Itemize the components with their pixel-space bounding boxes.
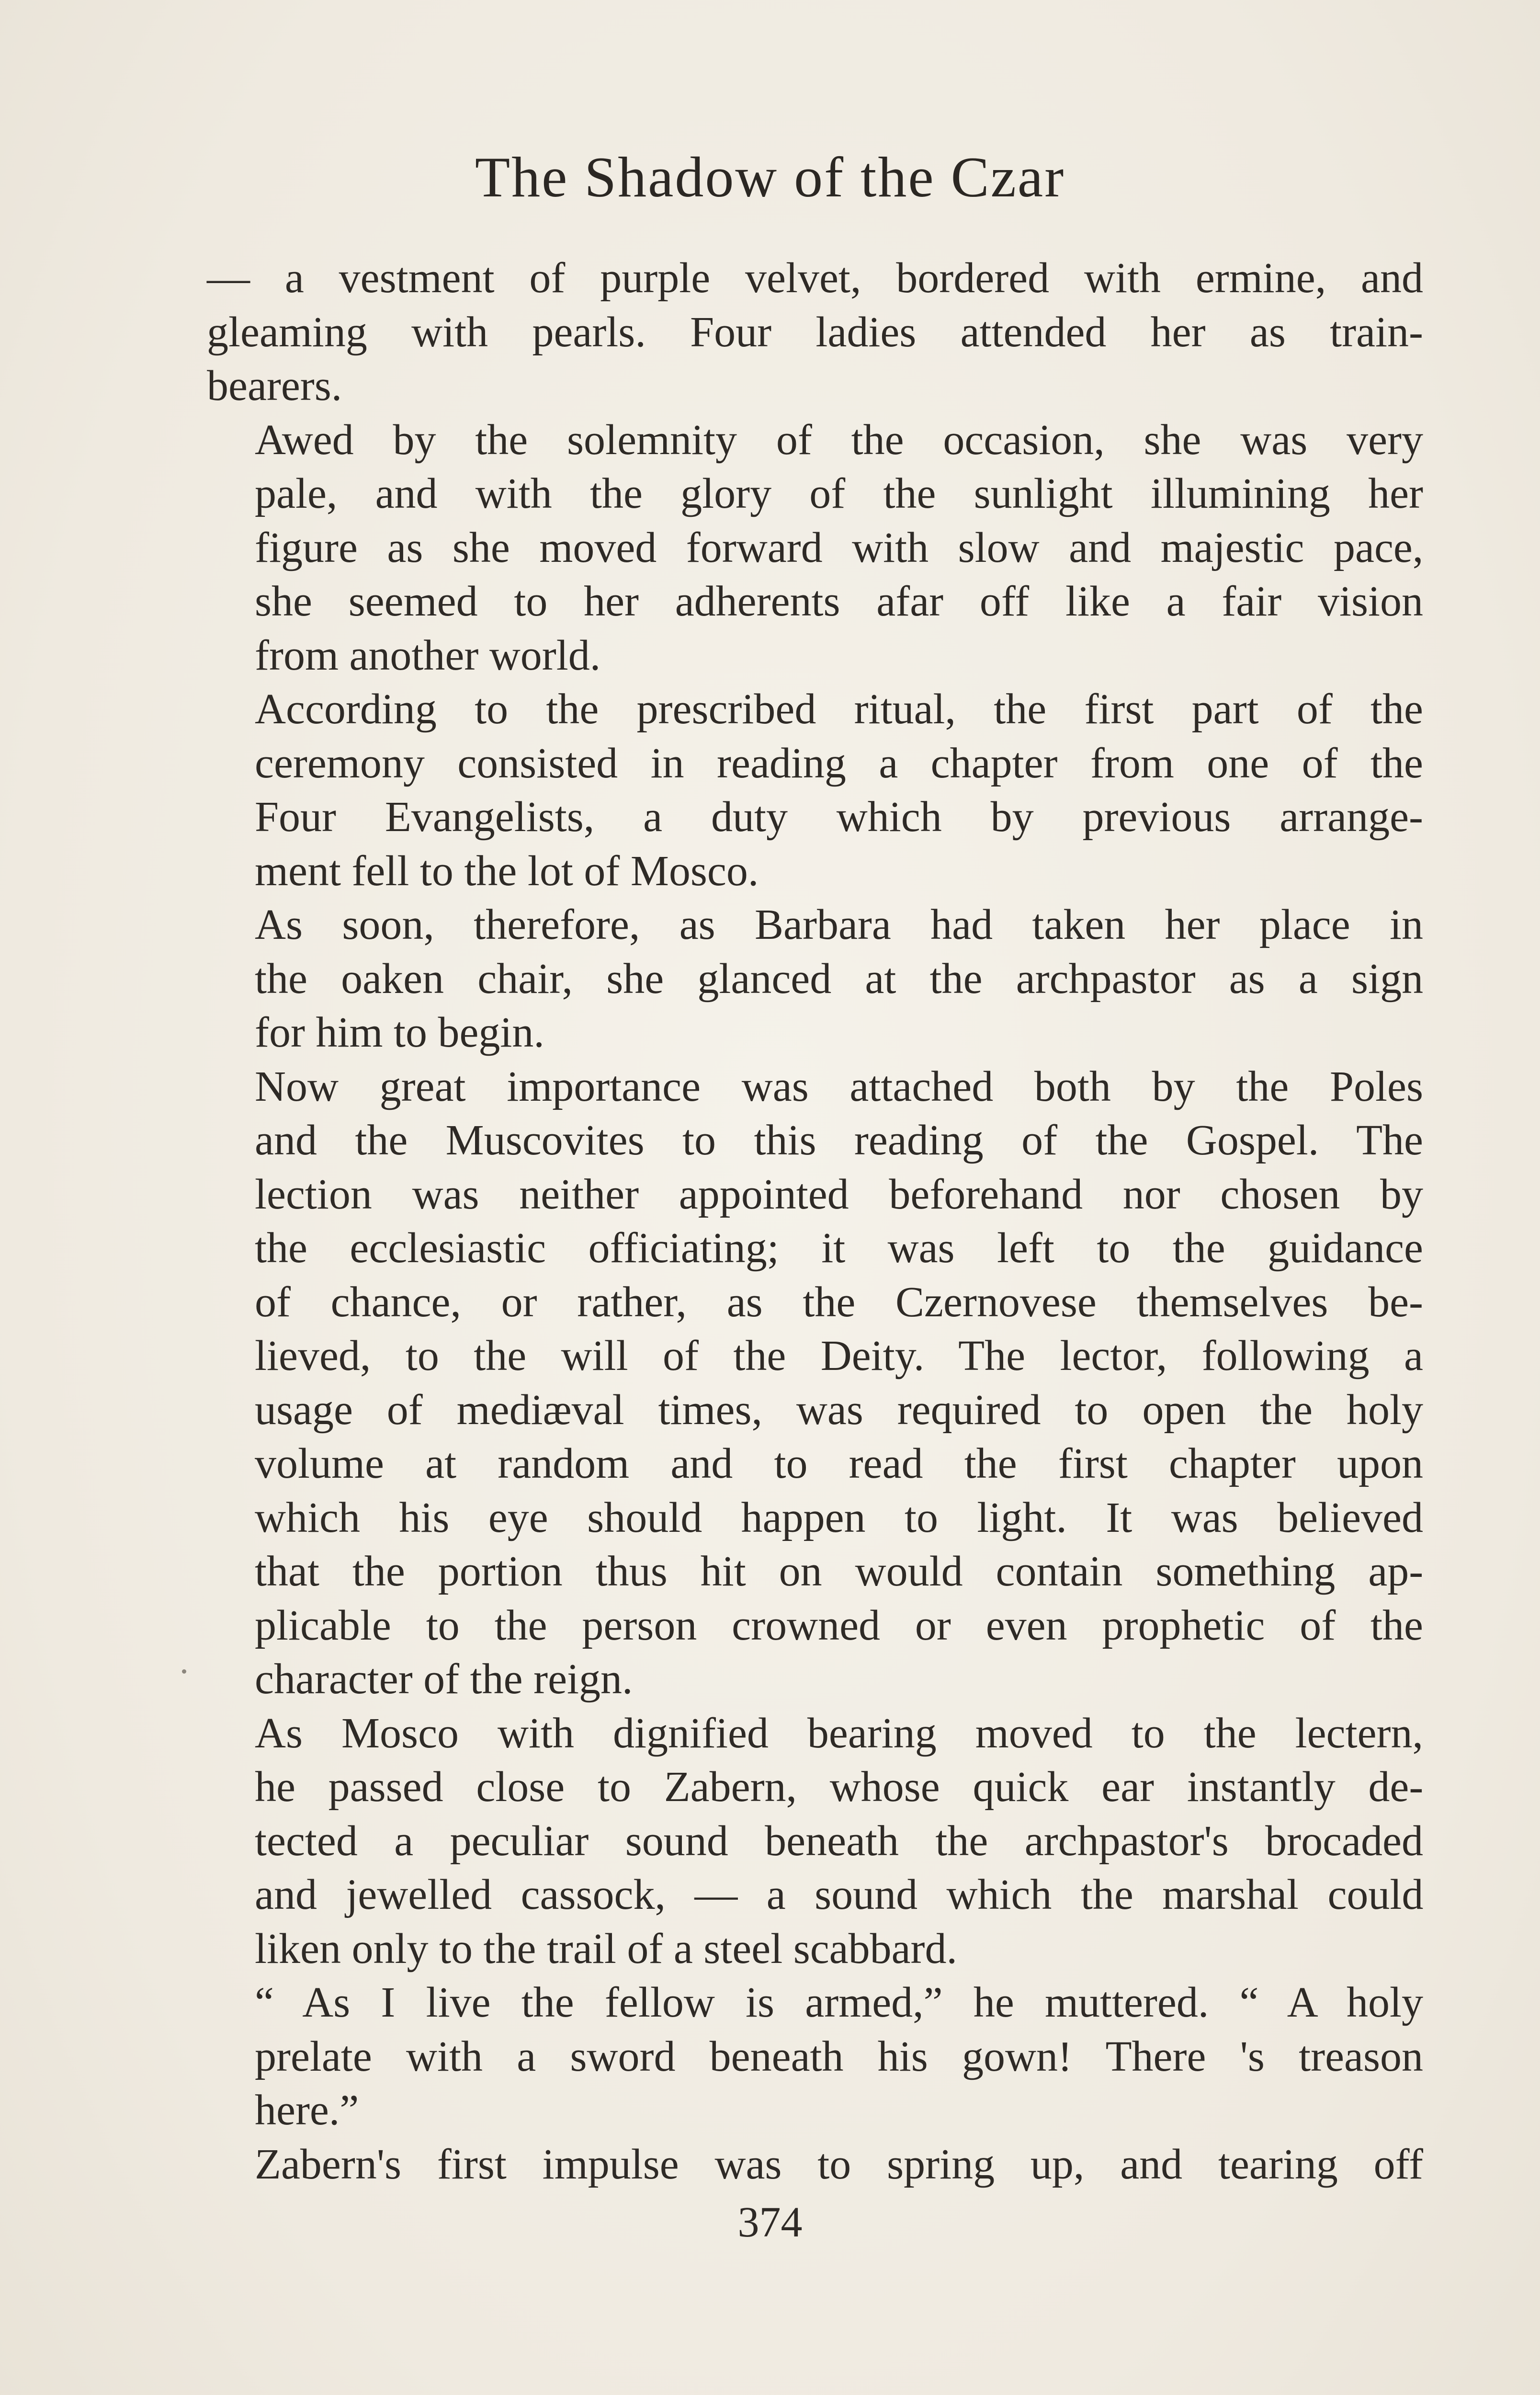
running-title: The Shadow of the Czar <box>475 145 1065 209</box>
text-line: bearers. <box>207 362 342 410</box>
text-line: plicable to the person crowned or even prophetic of the <box>255 1601 1423 1649</box>
text-line: gleaming with pearls. Four ladies attended her as train- <box>207 308 1423 356</box>
text-line: of chance, or rather, as the Czernovese themselves be- <box>255 1278 1423 1326</box>
text-line: he passed close to Zabern, whose quick ear instantly de- <box>255 1763 1424 1811</box>
text-line: which his eye should happen to light. It was believed <box>255 1494 1423 1541</box>
text-line: tected a peculiar sound beneath the archpastor's brocaded <box>255 1817 1423 1865</box>
text-line: liken only to the trail of a steel scabbard. <box>255 1925 958 1973</box>
paragraph-2 <box>207 413 1423 683</box>
paragraph-3 <box>207 683 1423 898</box>
text-line: Zabern's first impulse was to spring up, and tearing off <box>255 2140 1423 2188</box>
text-line: the oaken chair, she glanced at the archpastor as a sign <box>255 955 1424 1003</box>
text-line: she seemed to her adherents afar off like a fair vision <box>255 578 1423 625</box>
text-line: volume at random and to read the first chapter upon <box>255 1440 1423 1487</box>
paragraph-1 <box>207 251 1423 413</box>
text-line: ceremony consisted in reading a chapter from one of the <box>255 739 1423 787</box>
text-line: lieved, to the will of the Deity. The lector, following a <box>255 1332 1423 1380</box>
text-line: ment fell to the lot of Mosco. <box>255 847 759 895</box>
text-line: that the portion thus hit on would contain something ap- <box>255 1548 1424 1595</box>
text-line: the ecclesiastic officiating; it was left to the guidance <box>255 1224 1423 1272</box>
text-line: Awed by the solemnity of the occasion, she was very <box>255 416 1423 464</box>
page-number: 374 <box>737 2199 803 2246</box>
text-line: and the Muscovites to this reading of the Gospel. The <box>255 1117 1423 1164</box>
paragraph-6 <box>207 1707 1423 1976</box>
print-speck <box>182 1669 186 1674</box>
text-line: here.” <box>255 2087 359 2134</box>
text-line: Now great importance was attached both by the Poles <box>255 1062 1423 1110</box>
text-line: from another world. <box>255 631 601 679</box>
paragraph-5 <box>207 1060 1423 1707</box>
body-text <box>207 251 1423 2191</box>
text-line: figure as she moved forward with slow and majestic pace, <box>255 524 1424 571</box>
text-line: As soon, therefore, as Barbara had taken her place in <box>255 901 1423 948</box>
text-line: and jewelled cassock, — a sound which the marshal could <box>255 1871 1424 1918</box>
text-line: pale, and with the glory of the sunlight illumining her <box>255 470 1423 517</box>
paragraph-4 <box>207 898 1423 1060</box>
text-line: usage of mediæval times, was required to open the holy <box>255 1386 1423 1434</box>
paragraph-8 <box>207 2138 1423 2192</box>
text-line: lection was neither appointed beforehand nor chosen by <box>255 1170 1423 1218</box>
text-line: character of the reign. <box>255 1655 633 1703</box>
text-line: Four Evangelists, a duty which by previous arrange- <box>255 793 1423 841</box>
text-line: “ As I live the fellow is armed,” he muttered. “ A holy <box>255 1979 1423 2026</box>
text-line: for him to begin. <box>255 1009 544 1056</box>
text-line: As Mosco with dignified bearing moved to the lectern, <box>255 1709 1423 1757</box>
text-line: According to the prescribed ritual, the first part of the <box>255 685 1423 733</box>
text-line: — a vestment of purple velvet, bordered with ermine, and <box>207 254 1423 302</box>
paragraph-7 <box>207 1976 1423 2138</box>
text-line: prelate with a sword beneath his gown! There 's treason <box>255 2032 1423 2080</box>
